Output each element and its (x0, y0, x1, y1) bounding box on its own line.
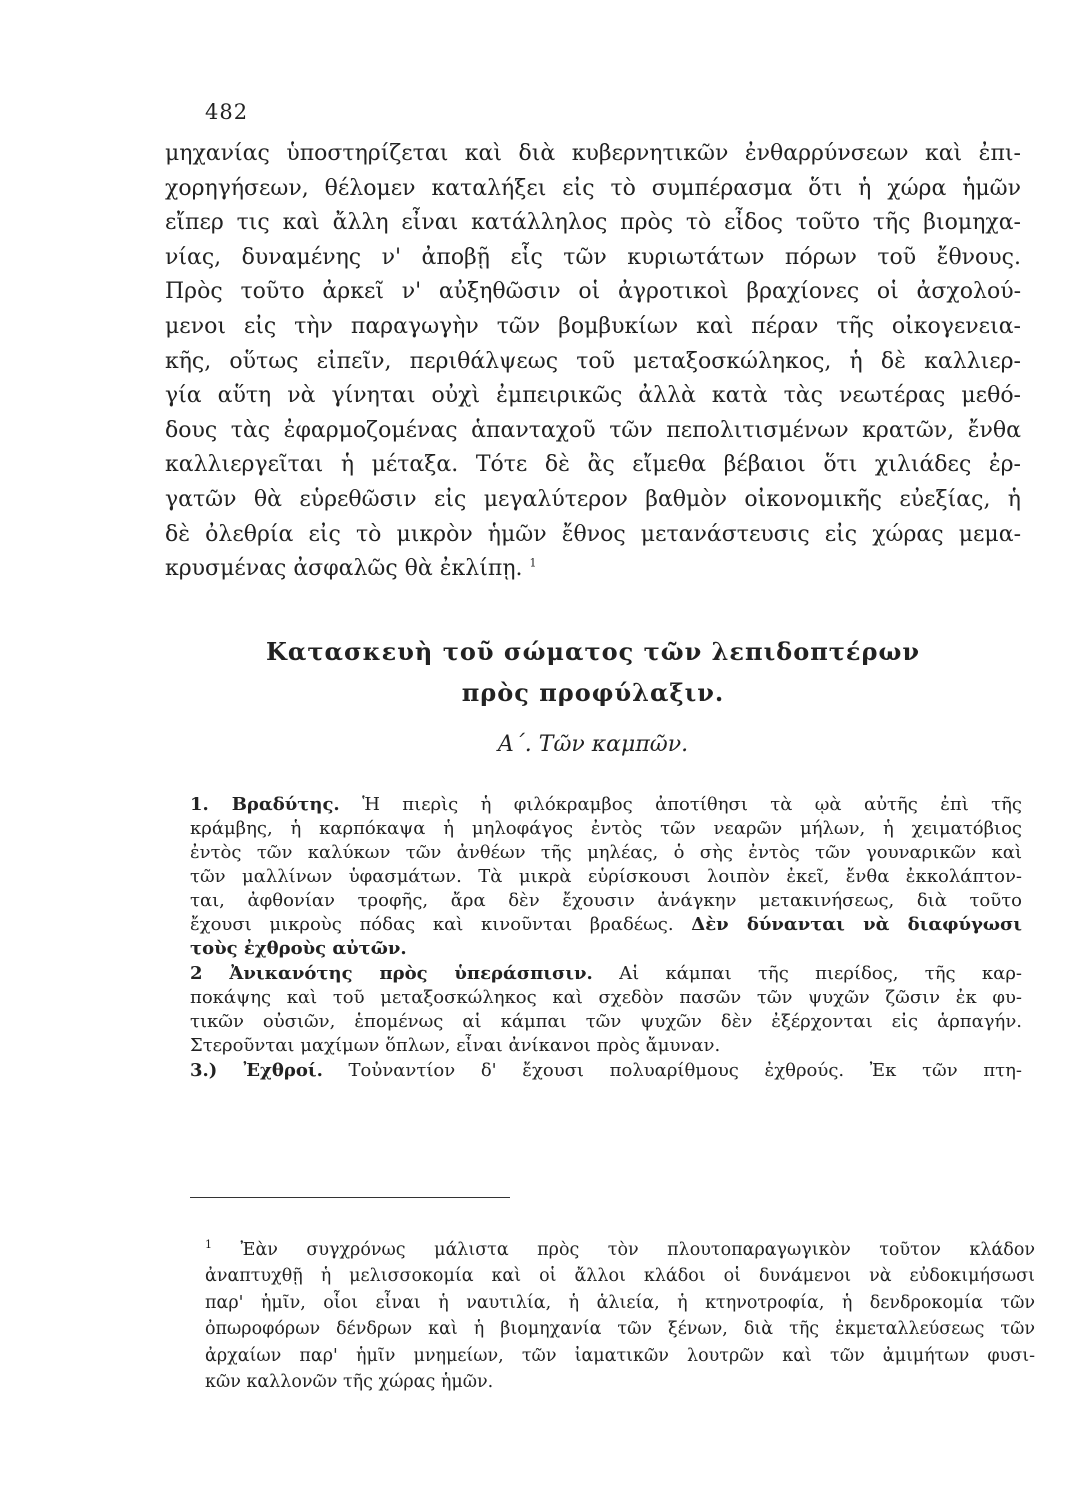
body-line: καλλιεργεῖται ἡ μέταξα. Τότε δὲ ἂς εἴμεθα βέβαιοι ὅτι χιλιάδες ἐρ- (165, 452, 1021, 478)
body-line-last (165, 552, 1021, 587)
page-number: 482 (205, 100, 249, 124)
footnote-line: παρ' ἡμῖν, οἷοι εἶναι ἡ ναυτιλία, ἡ ἁλιεία, ἡ κτηνοτροφία, ἡ δενδροκομία τῶν (205, 1292, 1035, 1313)
section-line: ποκάψης καὶ τοῦ μεταξοσκώληκος καὶ σχεδὸν πασῶν τῶν ψυχῶν ζῶσιν ἐκ φυ- (190, 987, 1022, 1008)
body-line-text: κρυσμένας ἀσφαλῶς θὰ ἐκλίπῃ. (165, 556, 523, 582)
footnote-divider (190, 1197, 510, 1198)
footnote-line: ἀρχαίων παρ' ἡμῖν μνημείων, τῶν ἰαματικῶν λουτρῶν καὶ τῶν ἀμιμήτων φυσι- (205, 1345, 1035, 1366)
section-line: κράμβης, ἡ καρπόκαψα ἡ μηλοφάγος ἐντὸς τῶν νεαρῶν μήλων, ἡ χειματόβιος (190, 818, 1022, 839)
section-line: ἐντὸς τῶν καλύκων τῶν ἀνθέων τῆς μηλέας, ὁ σὴς ἐντὸς τῶν γουναρικῶν καὶ (190, 842, 1022, 863)
body-line: μηχανίας ὑποστηρίζεται καὶ διὰ κυβερνητικῶν ἐνθαρρύνσεων καὶ ἐπι- (165, 141, 1021, 166)
body-line: νίας, δυναμένης ν' ἀποβῇ εἷς τῶν κυριωτάτων πόρων τοῦ ἔθνους. (165, 244, 1021, 270)
section-line: Στεροῦνται μαχίμων ὅπλων, εἶναι ἀνίκανοι πρὸς ἄμυναν. (190, 1035, 721, 1056)
section-line (190, 1059, 1022, 1083)
paragraph-label: 2 Ἀνικανότης πρὸς ὑπεράσπισιν. (190, 963, 593, 984)
body-line: εἴπερ τις καὶ ἄλλη εἶναι κατάλληλος πρὸς τὸ εἶδος τοῦτο τῆς βιομηχα- (165, 210, 1021, 236)
section-line: ται, ἀφθονίαν τροφῆς, ἄρα δὲν ἔχουσιν ἀνάγκην μετακινήσεως, διὰ τοῦτο (190, 890, 1022, 911)
section-heading-continued: πρὸς προφύλαξιν. (461, 678, 725, 707)
bold-phrase: Δὲν δύνανται νὰ διαφύγωσι (691, 914, 1022, 935)
body-line: χορηγήσεων, θέλομεν καταλήξει εἰς τὸ συμπέρασμα ὅτι ἡ χώρα ἡμῶν (165, 175, 1021, 201)
paragraph-label: 1. Βραδύτης. (190, 794, 340, 815)
body-line: γατῶν θὰ εὑρεθῶσιν εἰς μεγαλύτερον βαθμὸν οἰκονομικῆς εὐεξίας, ἡ (165, 486, 1021, 512)
footnote (205, 1237, 1035, 1395)
footnote-reference: 1 (529, 556, 537, 570)
section-line (190, 793, 1022, 817)
footnote-line (205, 1237, 1035, 1263)
section-line: τῶν μαλλίνων ὑφασμάτων. Τὰ μικρὰ εὑρίσκουσι λοιπὸν ἐκεῖ, ἔνθα ἐκκολάπτον- (190, 866, 1022, 887)
body-line: μενοι εἰς τὴν παραγωγὴν τῶν βομβυκίων καὶ πέραν τῆς οἰκογενεια- (165, 313, 1021, 339)
body-text (165, 137, 1021, 587)
section-line-text: Αἱ κάμπαι τῆς πιερίδος, τῆς καρ- (619, 963, 1022, 984)
section-line (190, 962, 1022, 986)
section-line (190, 913, 1022, 937)
footnote-line: ἀναπτυχθῇ ἡ μελισσοκομία καὶ οἱ ἄλλοι κλάδοι οἱ δυνάμενοι νὰ εὐδοκιμήσωσι (205, 1266, 1035, 1287)
section-heading: Κατασκευὴ τοῦ σώματος τῶν λεπιδοπτέρων (266, 637, 920, 666)
section-line-text: Τοὐναντίον δ' ἔχουσι πολυαρίθμους ἐχθρούς. Ἐκ τῶν πτη- (348, 1060, 1022, 1081)
section-text (190, 793, 1022, 1083)
body-line: κῆς, οὕτως εἰπεῖν, περιθάλψεως τοῦ μεταξοσκώληκος, ἡ δὲ καλλιερ- (165, 348, 1021, 374)
subsection-heading: Α΄. Τῶν καμπῶν. (497, 732, 689, 757)
paragraph-label: 3.) Ἐχθροί. (190, 1060, 323, 1081)
body-line: Πρὸς τοῦτο ἀρκεῖ ν' αὐξηθῶσιν οἱ ἀγροτικοὶ βραχίονες οἱ ἀσχολού- (165, 279, 1021, 305)
footnote-line: ὀπωροφόρων δένδρων καὶ ἡ βιομηχανία τῶν ξένων, διὰ τῆς ἐκμεταλλεύσεως τῶν (205, 1319, 1035, 1340)
footnote-marker: 1 (205, 1238, 212, 1252)
section-line: τικῶν οὐσιῶν, ἑπομένως αἱ κάμπαι τῶν ψυχῶν δὲν ἐξέρχονται εἰς ἁρπαγήν. (190, 1011, 1022, 1032)
bold-phrase: τοὺς ἐχθροὺς αὐτῶν. (190, 938, 407, 959)
section-line-text: Ἡ πιερὶς ἡ φιλόκραμβος ἀποτίθησι τὰ ῳὰ αὐτῆς ἐπὶ τῆς (362, 794, 1022, 815)
body-line: δους τὰς ἐφαρμοζομένας ἁπανταχοῦ τῶν πεπολιτισμένων κρατῶν, ἔνθα (165, 417, 1021, 443)
section-line (190, 937, 1022, 961)
footnote-line-text: Ἐὰν συγχρόνως μάλιστα πρὸς τὸν πλουτοπαραγωγικὸν τοῦτον κλάδον (240, 1240, 1035, 1260)
body-line: δὲ ὀλεθρία εἰς τὸ μικρὸν ἡμῶν ἔθνος μετανάστευσις εἰς χώρας μεμα- (165, 521, 1021, 547)
section-line-text: ἔχουσι μικροὺς πόδας καὶ κινοῦνται βραδέως. (190, 914, 674, 935)
body-line: γία αὕτη νὰ γίνηται οὐχὶ ἐμπειρικῶς ἀλλὰ κατὰ τὰς νεωτέρας μεθό- (165, 383, 1021, 409)
footnote-line: κῶν καλλονῶν τῆς χώρας ἡμῶν. (205, 1371, 494, 1392)
